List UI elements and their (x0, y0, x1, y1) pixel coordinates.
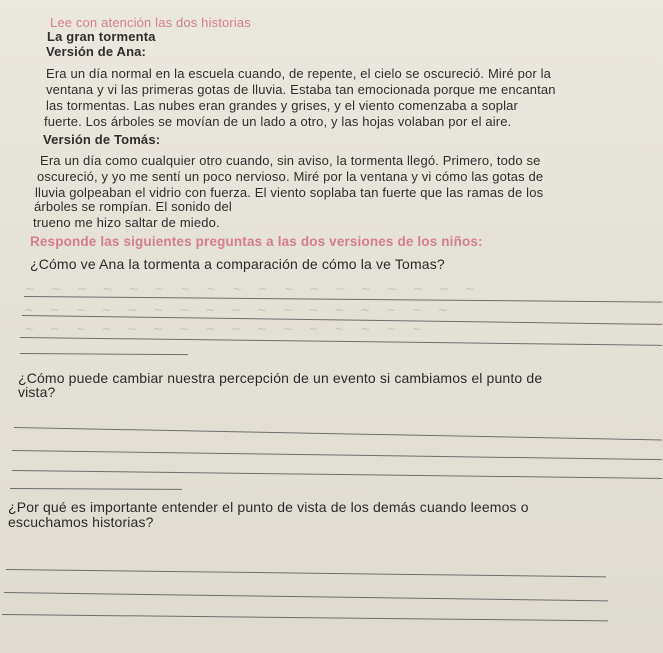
bleed-through-ghost: ~ ~ ~ ~ ~ ~ ~ ~ ~ ~ ~ ~ ~ ~ ~ ~ ~ (24, 303, 454, 317)
bleed-through-ghost: ~ ~ ~ ~ ~ ~ ~ ~ ~ ~ ~ ~ ~ ~ ~ ~ ~ ~ (25, 282, 481, 296)
answer-line[interactable] (20, 337, 662, 346)
tomas-heading: Versión de Tomás: (43, 132, 161, 147)
ana-heading: Versión de Ana: (46, 44, 147, 59)
ana-line-4: fuerte. Los árboles se movían de un lado a otro, y las hojas volaban por el aire. (44, 114, 512, 129)
question-1: ¿Cómo ve Ana la tormenta a comparación de cómo la ve Tomas? (30, 256, 445, 272)
bleed-through-ghost: ~ ~ ~ ~ ~ ~ ~ ~ ~ ~ ~ ~ ~ ~ ~ ~ (24, 322, 429, 336)
tomas-line-1: Era un día como cualquier otro cuando, sin aviso, la tormenta llegó. Primero, todo se (40, 153, 541, 168)
ana-line-2: ventana y vi las primeras gotas de lluvia. Estaba tan emocionada porque me encantan (46, 82, 556, 97)
instruction-text: Lee con atención las dos historias (50, 15, 251, 30)
answer-line[interactable] (10, 488, 182, 490)
answer-line[interactable] (12, 470, 662, 479)
tomas-line-2: oscureció, y yo me sentí un poco nervioso. Miré por la ventana y vi cómo las gotas de (37, 169, 544, 184)
ana-line-1: Era un día normal en la escuela cuando, de repente, el cielo se oscureció. Miré por la (46, 66, 552, 81)
story-title: La gran tormenta (47, 29, 156, 44)
tomas-line-3: lluvia golpeaban el vidrio con fuerza. El viento soplaba tan fuerte que las ramas de los (35, 185, 544, 200)
question-3-line-2: escuchamos historias? (8, 514, 154, 530)
answer-line[interactable] (4, 592, 608, 601)
question-3-line-1: ¿Por qué es importante entender el punto de vista de los demás cuando leemos o (8, 499, 529, 515)
ana-line-3: las tormentas. Las nubes eran grandes y grises, y el viento comenzaba a soplar (46, 98, 519, 113)
question-2-line-1: ¿Cómo puede cambiar nuestra percepción de un evento si cambiamos el punto de (18, 370, 543, 386)
answer-line[interactable] (24, 296, 662, 303)
question-2-line-2: vista? (18, 384, 56, 400)
answer-line[interactable] (2, 614, 608, 621)
answer-line[interactable] (14, 427, 662, 440)
tomas-line-4: árboles se rompían. El sonido del (34, 199, 232, 214)
tomas-line-5: trueno me hizo saltar de miedo. (33, 215, 220, 230)
answer-line[interactable] (12, 450, 662, 460)
answer-line[interactable] (6, 569, 606, 577)
answer-line[interactable] (20, 353, 188, 355)
questions-heading: Responde las siguientes preguntas a las dos versiones de los niños: (30, 234, 483, 249)
